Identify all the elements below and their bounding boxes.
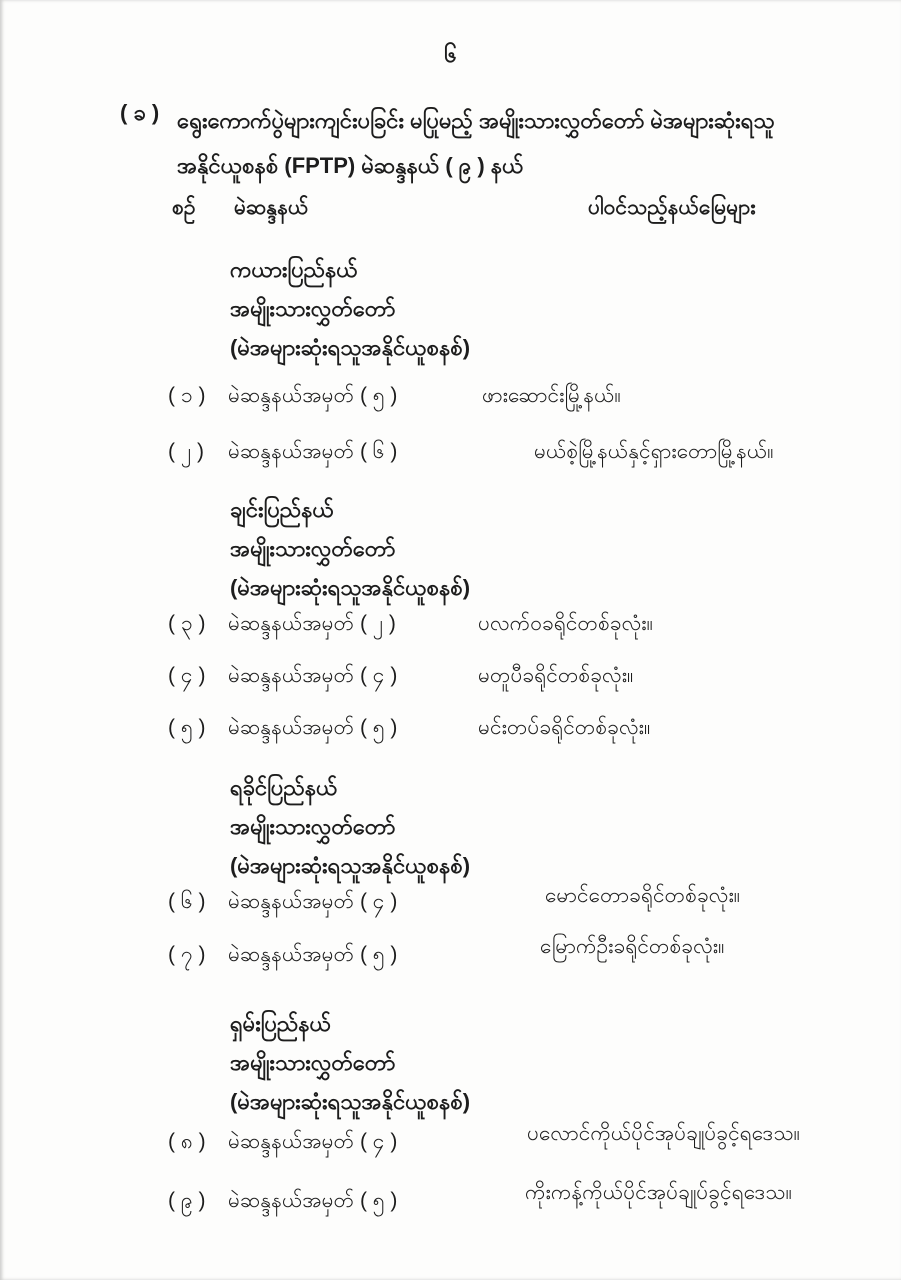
row-areas: ဖားဆောင်းမြို့နယ်။ bbox=[482, 384, 621, 407]
row-constituency: မဲဆန္ဒနယ်အမှတ် ( ၂ ) bbox=[228, 612, 396, 635]
row-constituency: မဲဆန္ဒနယ်အမှတ် ( ၆ ) bbox=[228, 440, 398, 463]
section-header-rakhine bbox=[230, 768, 470, 885]
row-areas: မောင်တောခရိုင်တစ်ခုလုံး။ bbox=[545, 884, 741, 907]
section-state-name: ကယားပြည်နယ် bbox=[230, 257, 358, 282]
row-constituency: မဲဆန္ဒနယ်အမှတ် ( ၅ ) bbox=[228, 716, 398, 739]
row-number: ( ၃ ) bbox=[168, 612, 206, 635]
row-number: ( ၁ ) bbox=[168, 384, 206, 407]
section-hluttaw: အမျိုးသားလွှတ်တော် bbox=[230, 814, 396, 839]
row-number: ( ၄ ) bbox=[168, 664, 206, 687]
row-areas: မြောက်ဦးခရိုင်တစ်ခုလုံး။ bbox=[540, 935, 725, 958]
section-header-shan bbox=[230, 1004, 470, 1121]
section-system: (မဲအများဆုံးရသူအနိုင်ယူစနစ်) bbox=[230, 575, 471, 600]
row-constituency: မဲဆန္ဒနယ်အမှတ် ( ၅ ) bbox=[228, 384, 398, 407]
row-constituency: မဲဆန္ဒနယ်အမှတ် ( ၄ ) bbox=[228, 664, 398, 687]
section-header-kayah bbox=[230, 250, 470, 367]
section-hluttaw: အမျိုးသားလွှတ်တော် bbox=[230, 1050, 396, 1075]
column-header-areas: ပါဝင်သည့်နယ်မြေများ bbox=[588, 196, 756, 219]
row-constituency: မဲဆန္ဒနယ်အမှတ် ( ၅ ) bbox=[228, 943, 398, 966]
row-areas: မတူပီခရိုင်တစ်ခုလုံး။ bbox=[478, 664, 634, 687]
row-constituency: မဲဆန္ဒနယ်အမှတ် ( ၅ ) bbox=[228, 1189, 398, 1212]
section-state-name: ရှမ်းပြည်နယ် bbox=[230, 1011, 332, 1036]
column-header-constituency: မဲဆန္ဒနယ် bbox=[234, 196, 309, 219]
heading-item-label: ( ခ ) bbox=[120, 100, 160, 125]
row-number: ( ၇ ) bbox=[168, 943, 206, 966]
section-hluttaw: အမျိုးသားလွှတ်တော် bbox=[230, 296, 396, 321]
row-constituency: မဲဆန္ဒနယ်အမှတ် ( ၄ ) bbox=[228, 1130, 398, 1153]
heading bbox=[177, 98, 775, 188]
row-constituency: မဲဆန္ဒနယ်အမှတ် ( ၄ ) bbox=[228, 890, 398, 913]
row-areas: မင်းတပ်ခရိုင်တစ်ခုလုံး။ bbox=[478, 716, 651, 739]
section-system: (မဲအများဆုံးရသူအနိုင်ယူစနစ်) bbox=[230, 1089, 471, 1114]
row-number: ( ၈ ) bbox=[168, 1130, 206, 1153]
row-areas: ပလောင်ကိုယ်ပိုင်အုပ်ချုပ်ခွင့်ရဒေသ။ bbox=[527, 1122, 800, 1145]
section-state-name: ချင်းပြည်နယ် bbox=[230, 497, 334, 522]
column-header-no: စဉ် bbox=[172, 196, 196, 219]
heading-line-2: အနိုင်ယူစနစ် (FPTP) မဲဆန္ဒနယ် ( ၉ ) နယ် bbox=[177, 153, 524, 178]
row-areas: မယ်စဲ့မြို့နယ်နှင့်ရှားတောမြို့နယ်။ bbox=[534, 440, 774, 463]
heading-line-1: ရွေးကောက်ပွဲများကျင်းပခြင်း မပြုမည့် အမျိုးသားလွှတ်တော် မဲအများဆုံးရသူ bbox=[177, 108, 775, 133]
row-areas: ကိုးကန့်ကိုယ်ပိုင်အုပ်ချုပ်ခွင့်ရဒေသ။ bbox=[525, 1181, 792, 1204]
section-hluttaw: အမျိုးသားလွှတ်တော် bbox=[230, 536, 396, 561]
row-number: ( ၆ ) bbox=[168, 890, 206, 913]
section-system: (မဲအများဆုံးရသူအနိုင်ယူစနစ်) bbox=[230, 853, 471, 878]
row-number: ( ၅ ) bbox=[168, 716, 206, 739]
section-state-name: ရခိုင်ပြည်နယ် bbox=[230, 775, 338, 800]
row-number: ( ၉ ) bbox=[168, 1189, 206, 1212]
page-number: ၆ bbox=[444, 42, 457, 67]
section-header-chin bbox=[230, 490, 470, 607]
row-areas: ပလက်ဝခရိုင်တစ်ခုလုံး။ bbox=[478, 612, 653, 635]
section-system: (မဲအများဆုံးရသူအနိုင်ယူစနစ်) bbox=[230, 335, 471, 360]
row-number: ( ၂ ) bbox=[168, 440, 204, 463]
